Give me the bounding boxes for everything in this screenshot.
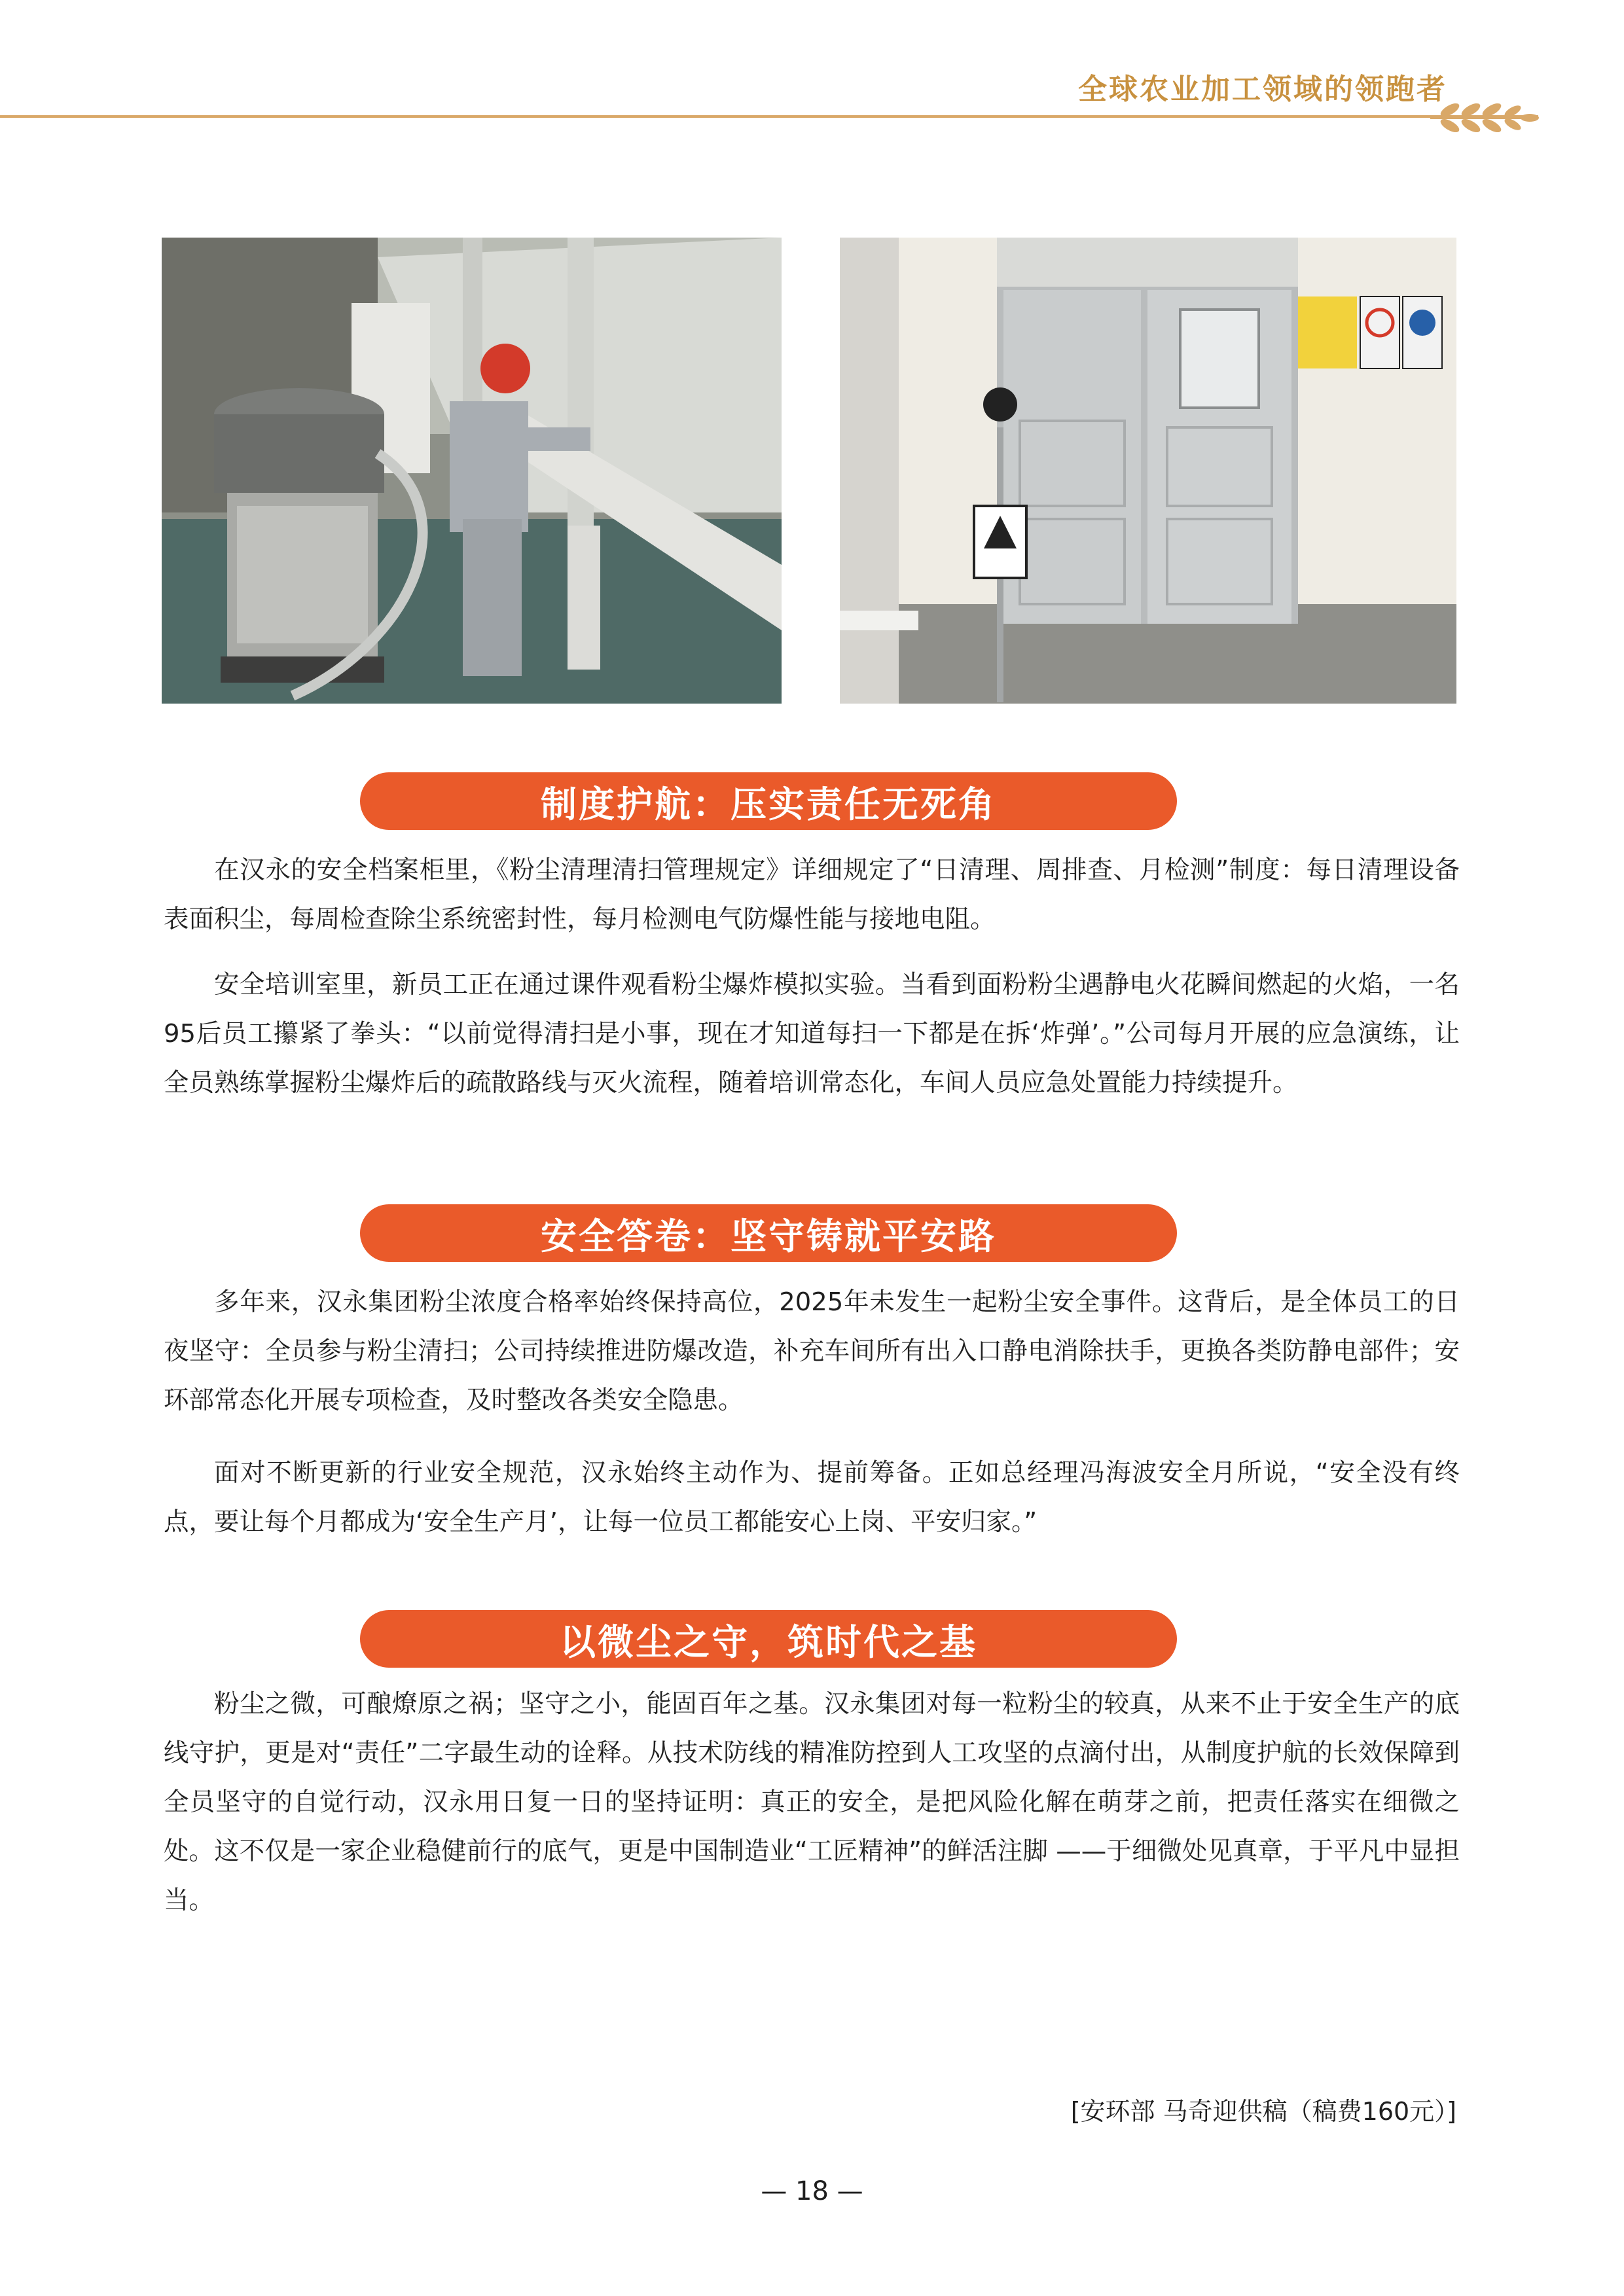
running-header-title: 全球农业加工领域的领跑者 <box>1078 73 1447 106</box>
author-credit: [安环部 马奇迎供稿（稿费160元）] <box>1070 2097 1456 2126</box>
section-1-paragraph-1: 在汉永的安全档案柜里，《粉尘清理清扫管理规定》详细规定了“日清理、周排查、月检测”制度：每日清理设备表面积尘，每周检查除尘系统密封性，每月检测电气防爆性能与接地电阻。 <box>164 855 1460 934</box>
section-heading-2: 安全答卷：坚守铸就平安路 <box>360 1204 1177 1262</box>
page-number: — 18 — <box>761 2176 863 2206</box>
header-rule <box>0 115 1538 118</box>
photo-static-discharge-door <box>840 238 1456 704</box>
section-2-paragraph-1: 多年来，汉永集团粉尘浓度合格率始终保持高位，2025年未发生一起粉尘安全事件。这背后，是全体员工的日夜坚守：全员参与粉尘清扫；公司持续推进防爆改造，补充车间所有出入口静电消除扶手，更换各类防静电部件；安环部常态化开展专项检查，及时整改各类安全隐患。 <box>164 1287 1460 1415</box>
section-3-paragraph-1: 粉尘之微，可酿燎原之祸；坚守之小，能固百年之基。汉永集团对每一粒粉尘的较真，从来不止于安全生产的底线守护，更是对“责任”二字最生动的诠释。从技术防线的精准防控到人工攻坚的点滴付出，从制度护航的长效保障到全员坚守的自觉行动，汉永用日复一日的坚持证明：真正的安全，是把风险化解在萌芽之前，把责任落实在细微之处。这不仅是一家企业稳健前行的底气，更是中国制造业“工匠精神”的鲜活注脚 ——于细微处见真章，于平凡中显担当。 <box>164 1689 1460 1915</box>
photo-dust-cleaning-workshop <box>162 238 782 704</box>
section-1-paragraph-2: 安全培训室里，新员工正在通过课件观看粉尘爆炸模拟实验。当看到面粉粉尘遇静电火花瞬间燃起的火焰，一名95后员工攥紧了拳头：“以前觉得清扫是小事，现在才知道每扫一下都是在拆‘炸弹’。”公司每月开展的应急演练，让全员熟练掌握粉尘爆炸后的疏散路线与灭火流程，随着培训常态化，车间人员应急处置能力持续提升。 <box>164 970 1460 1098</box>
section-heading-1: 制度护航：压实责任无死角 <box>360 772 1177 830</box>
section-2-paragraph-2: 面对不断更新的行业安全规范，汉永始终主动作为、提前筹备。正如总经理冯海波安全月所说，“安全没有终点，要让每个月都成为‘安全生产月’，让每一位员工都能安心上岗、平安归家。” <box>164 1458 1460 1537</box>
wheat-ears-icon <box>1424 97 1542 136</box>
section-heading-3: 以微尘之守，筑时代之基 <box>360 1610 1177 1668</box>
